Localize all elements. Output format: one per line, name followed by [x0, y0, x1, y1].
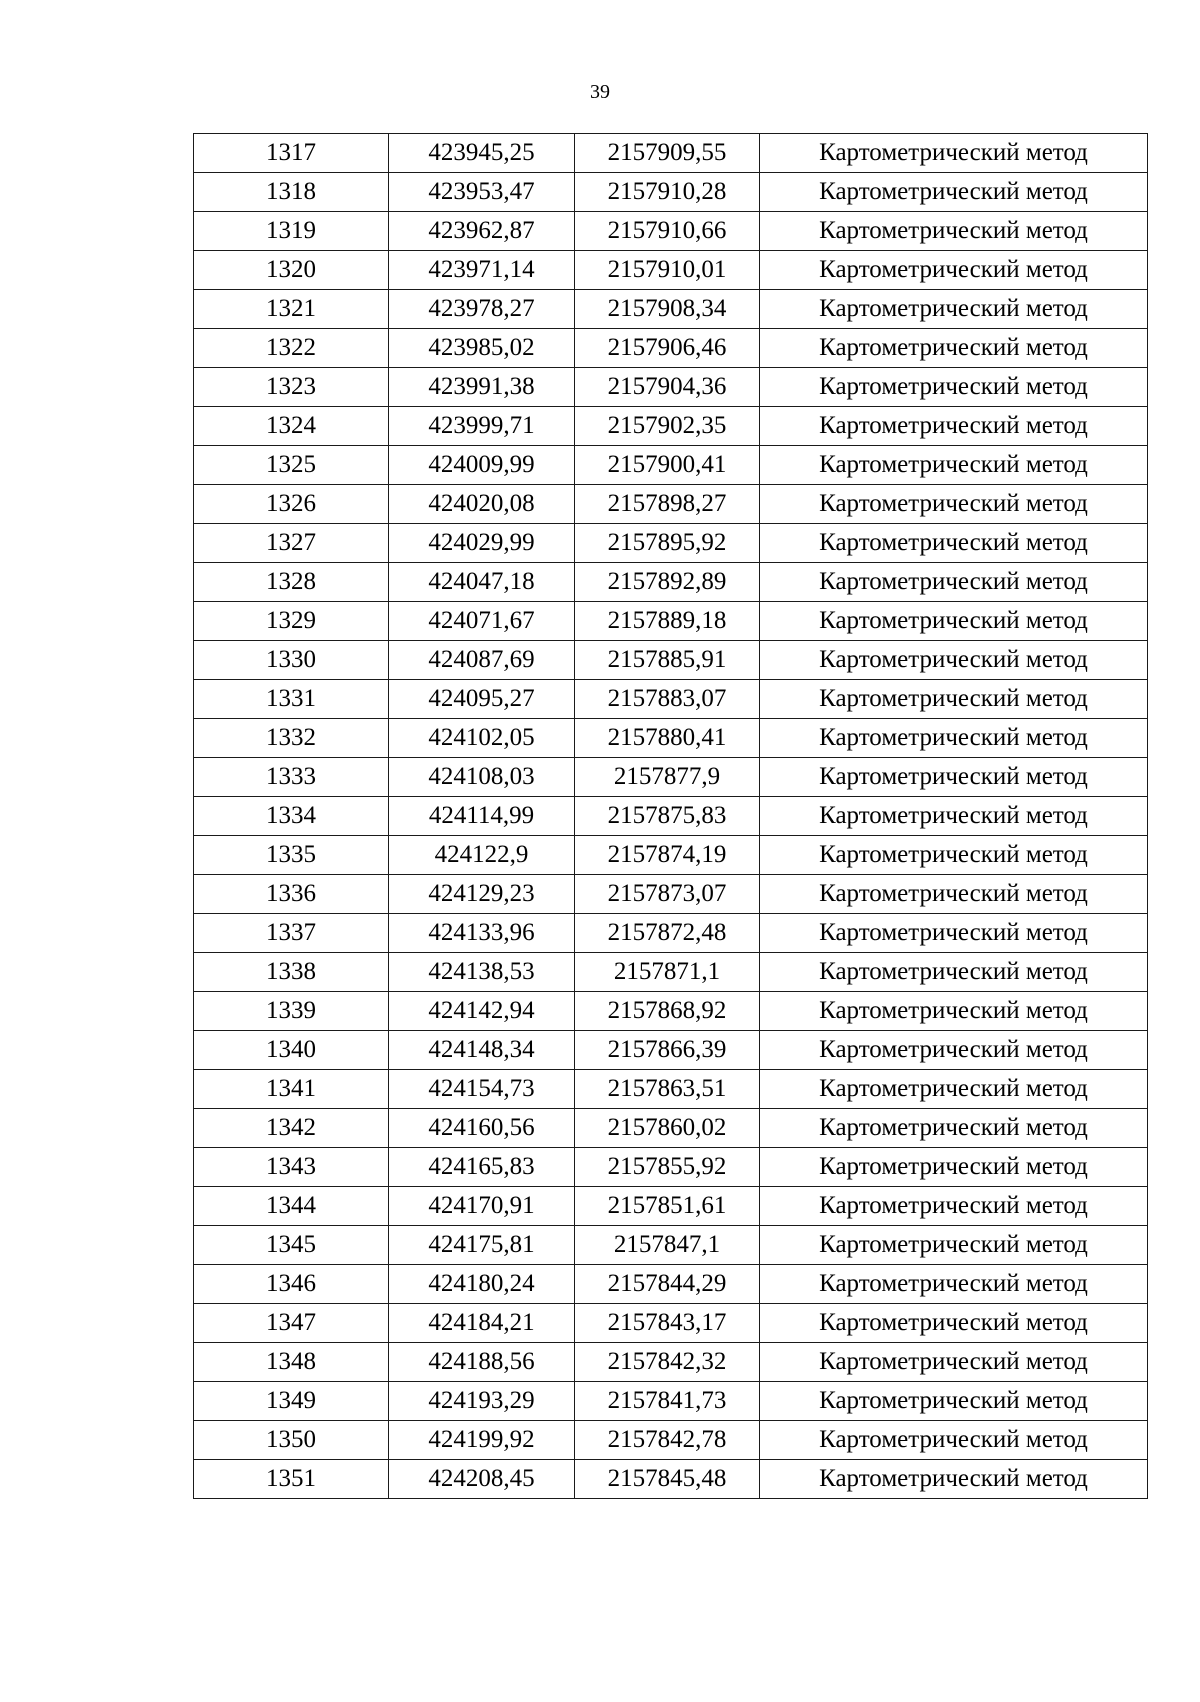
- method-cell: Картометрический метод: [760, 1070, 1148, 1109]
- y-coordinate-cell: 2157900,41: [575, 446, 760, 485]
- table-row: [194, 719, 1148, 758]
- x-coordinate-cell: 424071,67: [389, 602, 575, 641]
- x-coordinate-cell: 424133,96: [389, 914, 575, 953]
- x-coordinate-cell: 424029,99: [389, 524, 575, 563]
- y-coordinate-cell: 2157874,19: [575, 836, 760, 875]
- point-number-cell: 1348: [194, 1343, 389, 1382]
- method-cell: Картометрический метод: [760, 602, 1148, 641]
- point-number-cell: 1349: [194, 1382, 389, 1421]
- table-row: [194, 953, 1148, 992]
- table-row: [194, 680, 1148, 719]
- y-coordinate-cell: 2157883,07: [575, 680, 760, 719]
- y-coordinate-cell: 2157895,92: [575, 524, 760, 563]
- table-row: [194, 797, 1148, 836]
- table-row: [194, 251, 1148, 290]
- y-coordinate-cell: 2157842,78: [575, 1421, 760, 1460]
- x-coordinate-cell: 423962,87: [389, 212, 575, 251]
- x-coordinate-cell: 424122,9: [389, 836, 575, 875]
- y-coordinate-cell: 2157908,34: [575, 290, 760, 329]
- x-coordinate-cell: 424138,53: [389, 953, 575, 992]
- point-number-cell: 1336: [194, 875, 389, 914]
- point-number-cell: 1338: [194, 953, 389, 992]
- y-coordinate-cell: 2157844,29: [575, 1265, 760, 1304]
- coordinates-table-body: [194, 134, 1148, 1499]
- point-number-cell: 1337: [194, 914, 389, 953]
- method-cell: Картометрический метод: [760, 914, 1148, 953]
- method-cell: Картометрический метод: [760, 446, 1148, 485]
- x-coordinate-cell: 424199,92: [389, 1421, 575, 1460]
- point-number-cell: 1339: [194, 992, 389, 1031]
- table-row: [194, 1304, 1148, 1343]
- y-coordinate-cell: 2157847,1: [575, 1226, 760, 1265]
- table-row: [194, 1265, 1148, 1304]
- table-row: [194, 524, 1148, 563]
- table-row: [194, 329, 1148, 368]
- y-coordinate-cell: 2157898,27: [575, 485, 760, 524]
- table-row: [194, 1070, 1148, 1109]
- method-cell: Картометрический метод: [760, 251, 1148, 290]
- method-cell: Картометрический метод: [760, 1265, 1148, 1304]
- x-coordinate-cell: 424108,03: [389, 758, 575, 797]
- y-coordinate-cell: 2157868,92: [575, 992, 760, 1031]
- method-cell: Картометрический метод: [760, 992, 1148, 1031]
- method-cell: Картометрический метод: [760, 719, 1148, 758]
- y-coordinate-cell: 2157851,61: [575, 1187, 760, 1226]
- x-coordinate-cell: 424180,24: [389, 1265, 575, 1304]
- method-cell: Картометрический метод: [760, 836, 1148, 875]
- point-number-cell: 1326: [194, 485, 389, 524]
- x-coordinate-cell: 423978,27: [389, 290, 575, 329]
- method-cell: Картометрический метод: [760, 1148, 1148, 1187]
- y-coordinate-cell: 2157860,02: [575, 1109, 760, 1148]
- method-cell: Картометрический метод: [760, 1460, 1148, 1499]
- point-number-cell: 1350: [194, 1421, 389, 1460]
- table-row: [194, 1343, 1148, 1382]
- table-row: [194, 446, 1148, 485]
- table-row: [194, 992, 1148, 1031]
- y-coordinate-cell: 2157841,73: [575, 1382, 760, 1421]
- x-coordinate-cell: 424170,91: [389, 1187, 575, 1226]
- method-cell: Картометрический метод: [760, 407, 1148, 446]
- x-coordinate-cell: 424142,94: [389, 992, 575, 1031]
- method-cell: Картометрический метод: [760, 173, 1148, 212]
- x-coordinate-cell: 424154,73: [389, 1070, 575, 1109]
- table-row: [194, 1187, 1148, 1226]
- point-number-cell: 1317: [194, 134, 389, 173]
- y-coordinate-cell: 2157880,41: [575, 719, 760, 758]
- table-row: [194, 602, 1148, 641]
- point-number-cell: 1328: [194, 563, 389, 602]
- point-number-cell: 1331: [194, 680, 389, 719]
- point-number-cell: 1332: [194, 719, 389, 758]
- point-number-cell: 1351: [194, 1460, 389, 1499]
- x-coordinate-cell: 424175,81: [389, 1226, 575, 1265]
- point-number-cell: 1334: [194, 797, 389, 836]
- method-cell: Картометрический метод: [760, 758, 1148, 797]
- x-coordinate-cell: 424165,83: [389, 1148, 575, 1187]
- table-row: [194, 173, 1148, 212]
- x-coordinate-cell: 424193,29: [389, 1382, 575, 1421]
- point-number-cell: 1335: [194, 836, 389, 875]
- method-cell: Картометрический метод: [760, 1031, 1148, 1070]
- point-number-cell: 1343: [194, 1148, 389, 1187]
- point-number-cell: 1323: [194, 368, 389, 407]
- point-number-cell: 1333: [194, 758, 389, 797]
- method-cell: Картометрический метод: [760, 485, 1148, 524]
- method-cell: Картометрический метод: [760, 524, 1148, 563]
- point-number-cell: 1329: [194, 602, 389, 641]
- method-cell: Картометрический метод: [760, 797, 1148, 836]
- y-coordinate-cell: 2157863,51: [575, 1070, 760, 1109]
- x-coordinate-cell: 423985,02: [389, 329, 575, 368]
- coordinates-table: [193, 133, 1148, 1499]
- y-coordinate-cell: 2157845,48: [575, 1460, 760, 1499]
- method-cell: Картометрический метод: [760, 1382, 1148, 1421]
- point-number-cell: 1321: [194, 290, 389, 329]
- table-row: [194, 407, 1148, 446]
- table-row: [194, 1226, 1148, 1265]
- method-cell: Картометрический метод: [760, 563, 1148, 602]
- point-number-cell: 1342: [194, 1109, 389, 1148]
- x-coordinate-cell: 423999,71: [389, 407, 575, 446]
- table-row: [194, 368, 1148, 407]
- method-cell: Картометрический метод: [760, 1109, 1148, 1148]
- x-coordinate-cell: 423945,25: [389, 134, 575, 173]
- table-row: [194, 212, 1148, 251]
- point-number-cell: 1347: [194, 1304, 389, 1343]
- y-coordinate-cell: 2157904,36: [575, 368, 760, 407]
- x-coordinate-cell: 424184,21: [389, 1304, 575, 1343]
- x-coordinate-cell: 424102,05: [389, 719, 575, 758]
- y-coordinate-cell: 2157910,01: [575, 251, 760, 290]
- method-cell: Картометрический метод: [760, 212, 1148, 251]
- point-number-cell: 1330: [194, 641, 389, 680]
- table-row: [194, 914, 1148, 953]
- page-number: 39: [590, 81, 610, 103]
- method-cell: Картометрический метод: [760, 1304, 1148, 1343]
- table-row: [194, 875, 1148, 914]
- method-cell: Картометрический метод: [760, 953, 1148, 992]
- method-cell: Картометрический метод: [760, 134, 1148, 173]
- y-coordinate-cell: 2157842,32: [575, 1343, 760, 1382]
- y-coordinate-cell: 2157873,07: [575, 875, 760, 914]
- x-coordinate-cell: 424208,45: [389, 1460, 575, 1499]
- point-number-cell: 1324: [194, 407, 389, 446]
- x-coordinate-cell: 423991,38: [389, 368, 575, 407]
- y-coordinate-cell: 2157843,17: [575, 1304, 760, 1343]
- method-cell: Картометрический метод: [760, 875, 1148, 914]
- y-coordinate-cell: 2157866,39: [575, 1031, 760, 1070]
- x-coordinate-cell: 424047,18: [389, 563, 575, 602]
- point-number-cell: 1327: [194, 524, 389, 563]
- method-cell: Картометрический метод: [760, 290, 1148, 329]
- y-coordinate-cell: 2157855,92: [575, 1148, 760, 1187]
- table-row: [194, 1382, 1148, 1421]
- x-coordinate-cell: 424020,08: [389, 485, 575, 524]
- point-number-cell: 1320: [194, 251, 389, 290]
- table-row: [194, 290, 1148, 329]
- table-row: [194, 1421, 1148, 1460]
- x-coordinate-cell: 424160,56: [389, 1109, 575, 1148]
- point-number-cell: 1319: [194, 212, 389, 251]
- y-coordinate-cell: 2157875,83: [575, 797, 760, 836]
- x-coordinate-cell: 424087,69: [389, 641, 575, 680]
- point-number-cell: 1318: [194, 173, 389, 212]
- y-coordinate-cell: 2157910,28: [575, 173, 760, 212]
- method-cell: Картометрический метод: [760, 1343, 1148, 1382]
- point-number-cell: 1344: [194, 1187, 389, 1226]
- y-coordinate-cell: 2157885,91: [575, 641, 760, 680]
- table-row: [194, 1148, 1148, 1187]
- point-number-cell: 1346: [194, 1265, 389, 1304]
- table-row: [194, 1109, 1148, 1148]
- method-cell: Картометрический метод: [760, 1421, 1148, 1460]
- point-number-cell: 1341: [194, 1070, 389, 1109]
- x-coordinate-cell: 424129,23: [389, 875, 575, 914]
- method-cell: Картометрический метод: [760, 1226, 1148, 1265]
- x-coordinate-cell: 423971,14: [389, 251, 575, 290]
- method-cell: Картометрический метод: [760, 329, 1148, 368]
- point-number-cell: 1325: [194, 446, 389, 485]
- point-number-cell: 1345: [194, 1226, 389, 1265]
- y-coordinate-cell: 2157909,55: [575, 134, 760, 173]
- x-coordinate-cell: 424095,27: [389, 680, 575, 719]
- point-number-cell: 1322: [194, 329, 389, 368]
- y-coordinate-cell: 2157871,1: [575, 953, 760, 992]
- y-coordinate-cell: 2157906,46: [575, 329, 760, 368]
- x-coordinate-cell: 423953,47: [389, 173, 575, 212]
- table-row: [194, 485, 1148, 524]
- y-coordinate-cell: 2157889,18: [575, 602, 760, 641]
- x-coordinate-cell: 424114,99: [389, 797, 575, 836]
- y-coordinate-cell: 2157910,66: [575, 212, 760, 251]
- method-cell: Картометрический метод: [760, 680, 1148, 719]
- method-cell: Картометрический метод: [760, 641, 1148, 680]
- point-number-cell: 1340: [194, 1031, 389, 1070]
- table-row: [194, 836, 1148, 875]
- table-row: [194, 1031, 1148, 1070]
- x-coordinate-cell: 424188,56: [389, 1343, 575, 1382]
- table-row: [194, 1460, 1148, 1499]
- y-coordinate-cell: 2157892,89: [575, 563, 760, 602]
- y-coordinate-cell: 2157872,48: [575, 914, 760, 953]
- y-coordinate-cell: 2157902,35: [575, 407, 760, 446]
- method-cell: Картометрический метод: [760, 1187, 1148, 1226]
- y-coordinate-cell: 2157877,9: [575, 758, 760, 797]
- x-coordinate-cell: 424009,99: [389, 446, 575, 485]
- table-row: [194, 758, 1148, 797]
- method-cell: Картометрический метод: [760, 368, 1148, 407]
- table-row: [194, 134, 1148, 173]
- table-row: [194, 641, 1148, 680]
- table-row: [194, 563, 1148, 602]
- x-coordinate-cell: 424148,34: [389, 1031, 575, 1070]
